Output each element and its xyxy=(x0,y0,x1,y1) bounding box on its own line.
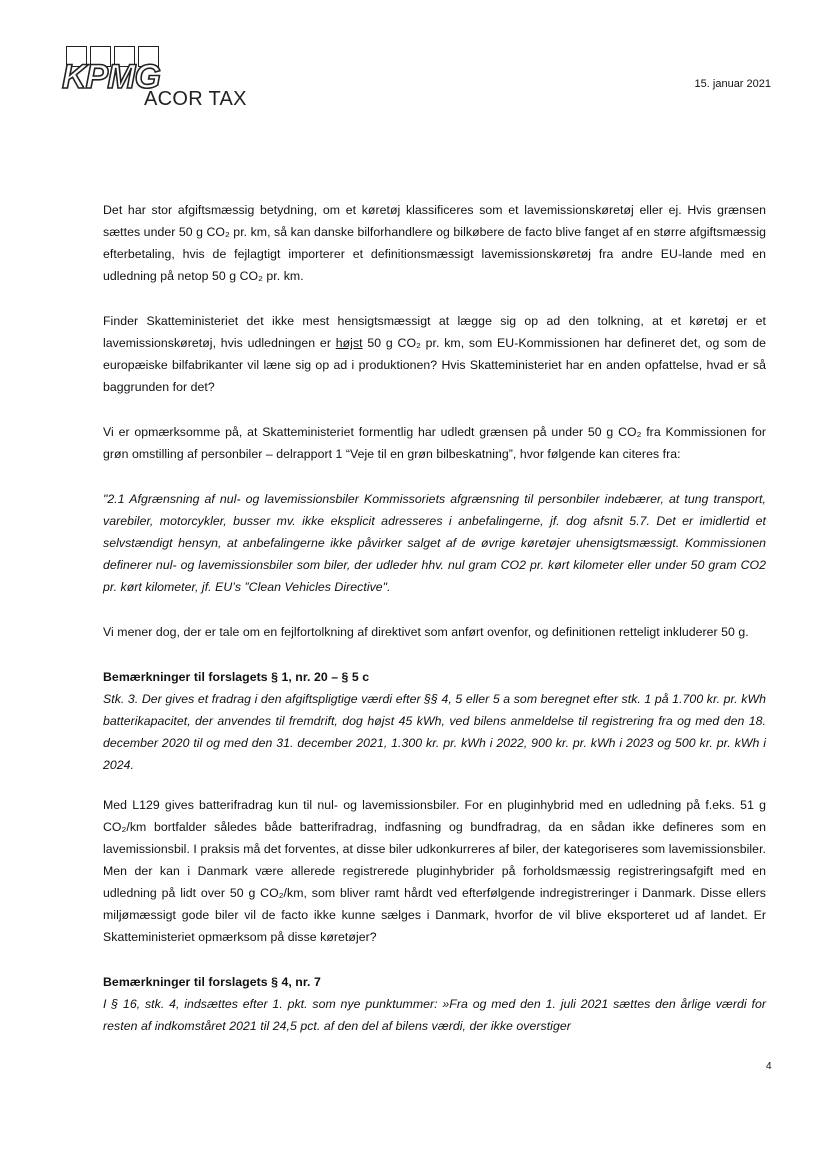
document-body xyxy=(103,199,766,1037)
page-number: 4 xyxy=(766,1061,772,1072)
logo-kpmg-text: KPMG xyxy=(62,58,160,96)
paragraph-1: Det har stor afgiftsmæssig betydning, om et køretøj klassificeres som et lavemissionskøretøj eller ej. Hvis grænsen sættes under 50 g CO₂ pr. km, så kan danske bilforhandlere og bilkøbere de facto blive fanget af en større afgiftsmæssig efterbetaling, hvis de fejlagtigt importerer et definitionsmæssigt lavemissionskøretøj fra andre EU-lande med en udledning på netop 50 g CO₂ pr. km. xyxy=(103,203,766,283)
section-2-quoted-text: I § 16, stk. 4, indsættes efter 1. pkt. som nye punktummer: »Fra og med den 1. juli 2021 sættes den årlige værdi for resten af indkomståret 2021 til 24,5 pct. af den del af bilens værdi, der ikke overstiger xyxy=(103,997,766,1033)
paragraph-5: Med L129 gives batterifradrag kun til nul- og lavemissionsbiler. For en pluginhybrid med en udledning på f.eks. 51 g CO₂/km bortfalder således både batterifradrag, indfasning og bundfradrag, da en sådan ikke defineres som en lavemissionsbil. I praksis må det forventes, at disse biler udkonkurreres af biler, der kategoriseres som lavemissionsbiler. Men der kan i Danmark være allerede registrerede pluginhybrider på forholdsmæssig registreringsafgift med en udledning på lidt over 50 g CO₂/km, som bliver ramt hårdt ved efterfølgende indregistreringer i Danmark. Disse ellers miljømæssigt gode biler vil de facto ikke kunne sælges i Danmark, hvorfor de vil blive eksporteret ud af landet. Er Skatteministeriet opmærksom på disse køretøjer? xyxy=(103,798,766,944)
kpmg-acor-tax-logo xyxy=(62,46,272,112)
paragraph-4: Vi mener dog, der er tale om en fejlfortolkning af direktivet som anført ovenfor, og definitionen retteligt inkluderer 50 g. xyxy=(103,625,749,639)
document-date: 15. januar 2021 xyxy=(694,78,771,90)
section-1-quoted-text: Stk. 3. Der gives et fradrag i den afgiftspligtige værdi efter §§ 4, 5 eller 5 a som beregnet efter stk. 1 på 1.700 kr. pr. kWh batterikapacitet, der anvendes til fremdrift, dog højst 45 kWh, ved bilens anmeldelse til registrering fra og med den 18. december 2020 til og med den 31. december 2021, 1.300 kr. pr. kWh i 2022, 900 kr. pr. kWh i 2023 og 500 kr. pr. kWh i 2024. xyxy=(103,692,766,772)
paragraph-2-start: Finder Skatteministeriet det ikke mest hensigtsmæssigt at lægge sig op ad den tolkning, at et køretøj er et lavemissionskøretøj, hvis udledningen er xyxy=(103,314,766,350)
underlined-word: højst xyxy=(335,336,363,350)
paragraph-2-end: 50 g CO₂ pr. km, som EU-Kommissionen har defineret det, og som de europæiske bilfabrikanter vil læne sig op ad i produktionen? Hvis Skatteministeriet har en anden opfattelse, hvad er så baggrunden for det? xyxy=(103,336,766,394)
paragraph-2 xyxy=(103,310,766,398)
logo-acor-tax-text: ACOR TAX xyxy=(144,88,247,110)
quote-paragraph: "2.1 Afgrænsning af nul- og lavemissionsbiler Kommissoriets afgrænsning til personbiler indebærer, at tung transport, varebiler, motorcykler, busser mv. ikke eksplicit adresseres i anbefalingerne, jf. dog afsnit 5.7. Det er imidlertid et selvstændigt hensyn, at anbefalingerne ikke påvirker salget af de øvrige køretøjer uhensigtsmæssigt. Kommissionen definerer nul- og lavemissionsbiler som biler, der udleder hhv. nul gram CO2 pr. kørt kilometer eller under 50 gram CO2 pr. kørt kilometer, jf. EU’s ”Clean Vehicles Directive". xyxy=(103,492,766,594)
section-heading-1: Bemærkninger til forslagets § 1, nr. 20 – § 5 c xyxy=(103,670,370,684)
paragraph-3: Vi er opmærksomme på, at Skatteministeriet formentlig har udledt grænsen på under 50 g CO₂ fra Kommissionen for grøn omstilling af personbiler – delrapport 1 “Veje til en grøn bilbeskatning”, hvor følgende kan citeres fra: xyxy=(103,425,766,461)
section-heading-2: Bemærkninger til forslagets § 4, nr. 7 xyxy=(103,975,321,989)
